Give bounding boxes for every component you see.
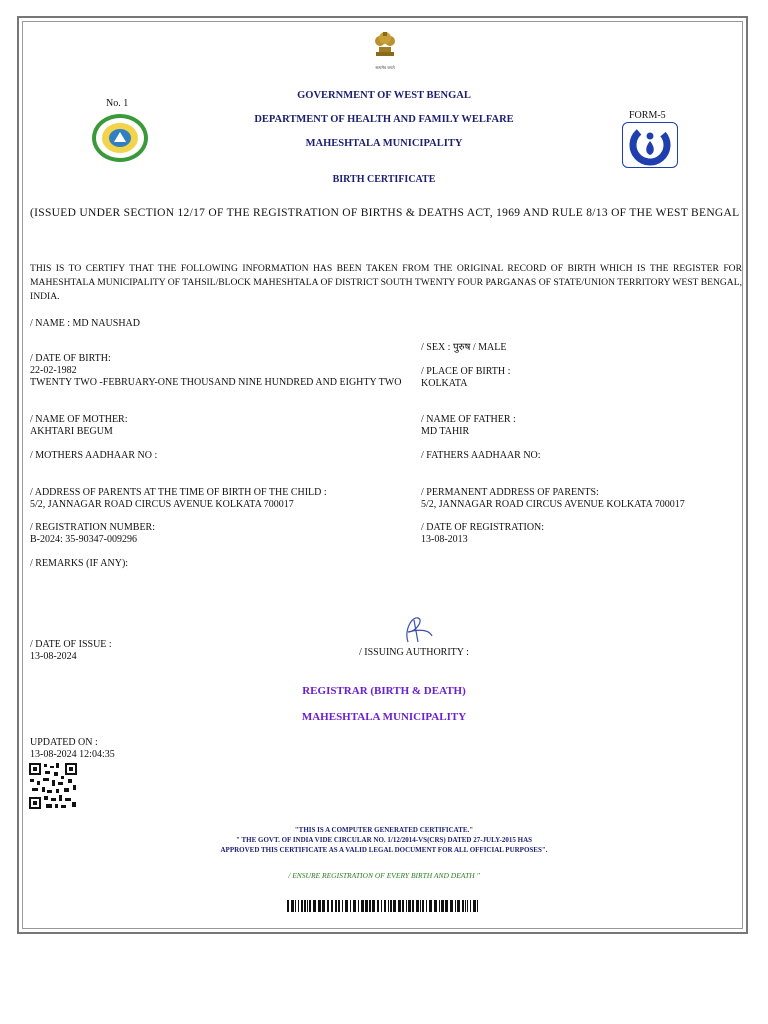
permanent-address-label: / PERMANENT ADDRESS OF PARENTS: — [421, 487, 599, 498]
registrar-title: REGISTRAR (BIRTH & DEATH) — [302, 685, 466, 697]
serial-number: No. 1 — [106, 98, 129, 109]
header-department: DEPARTMENT OF HEALTH AND FAMILY WELFARE — [254, 114, 514, 125]
updated-on-label: UPDATED ON : — [30, 737, 98, 748]
registration-date-value: 13-08-2013 — [421, 534, 468, 545]
dob-label: / DATE OF BIRTH: — [30, 353, 111, 364]
sex-field: / SEX : पुरुष / MALE — [421, 342, 507, 353]
issue-date-value: 13-08-2024 — [30, 651, 77, 662]
birth-address-label: / ADDRESS OF PARENTS AT THE TIME OF BIRTH OF THE CHILD : — [30, 487, 327, 498]
barcode-icon — [287, 899, 481, 911]
registration-number-value: B-2024: 35-90347-009296 — [30, 534, 137, 545]
qr-code-icon — [28, 762, 78, 810]
registration-slogan: / ENSURE REGISTRATION OF EVERY BIRTH AND DEATH " — [288, 871, 480, 880]
header-municipality: MAHESHTALA MUNICIPALITY — [305, 138, 463, 149]
certificate-title: BIRTH CERTIFICATE — [332, 174, 436, 185]
emblem-caption: सत्यमेव जयते — [375, 65, 395, 70]
name-field: / NAME : MD NAUSHAD — [30, 318, 141, 329]
updated-on-value: 13-08-2024 12:04:35 — [30, 749, 115, 760]
pob-value: KOLKATA — [421, 378, 468, 389]
issued-under-text: (ISSUED UNDER SECTION 12/17 OF THE REGISTRATION OF BIRTHS & DEATHS ACT, 1969 AND RULE 8/13 OF THE WEST BENGAL — [30, 207, 740, 219]
mother-name-label: / NAME OF MOTHER: — [30, 414, 128, 425]
registrar-municipality: MAHESHTALA MUNICIPALITY — [301, 711, 467, 723]
header-government: GOVERNMENT OF WEST BENGAL — [297, 90, 471, 101]
form-label: FORM-5 — [629, 110, 666, 121]
issue-date-label: / DATE OF ISSUE : — [30, 639, 112, 650]
dob-words: TWENTY TWO -FEBRUARY-ONE THOUSAND NINE HUNDRED AND EIGHTY TWO — [30, 377, 402, 388]
pob-label: / PLACE OF BIRTH : — [421, 366, 511, 377]
circular-note: " THE GOVT. OF INDIA VIDE CIRCULAR NO. 1/12/2014-VS(CRS) DATED 27-JULY-2015 HAS — [235, 836, 533, 844]
father-name-value: MD TAHIR — [421, 426, 470, 437]
dob-value: 22-02-1982 — [30, 365, 77, 376]
remarks-field: / REMARKS (IF ANY): — [30, 558, 129, 569]
registration-number-label: / REGISTRATION NUMBER: — [30, 522, 156, 533]
birth-address-value: 5/2, JANNAGAR ROAD CIRCUS AVENUE KOLKATA 700017 — [30, 499, 294, 510]
mother-aadhaar-field: / MOTHERS AADHAAR NO : — [30, 450, 158, 461]
father-name-label: / NAME OF FATHER : — [421, 414, 516, 425]
mother-name-value: AKHTARI BEGUM — [30, 426, 113, 437]
registration-date-label: / DATE OF REGISTRATION: — [421, 522, 545, 533]
father-aadhaar-field: / FATHERS AADHAAR NO: — [421, 450, 541, 461]
signature-image — [394, 612, 438, 646]
computer-generated-note: "THIS IS A COMPUTER GENERATED CERTIFICATE." — [294, 826, 474, 834]
certify-text: THIS IS TO CERTIFY THAT THE FOLLOWING INFORMATION HAS BEEN TAKEN FROM THE ORIGINAL RECORD OF BIRTH WHICH IS THE REGISTER FOR MAHESHTALA MUNICIPALITY OF TAHSIL/BLOCK MAHESHTALA OF DISTRICT SOUTH TWENTY FOUR PARGANAS OF STATE/UNION TERRITORY WEST BENGAL, INDIA. — [30, 263, 742, 302]
approval-note: APPROVED THIS CERTIFICATE AS A VALID LEGAL DOCUMENT FOR ALL OFFICIAL PURPOSES". — [220, 846, 548, 854]
state-emblem — [370, 30, 400, 70]
issuing-authority-label: / ISSUING AUTHORITY : — [359, 647, 469, 658]
permanent-address-value: 5/2, JANNAGAR ROAD CIRCUS AVENUE KOLKATA 700017 — [421, 499, 685, 510]
